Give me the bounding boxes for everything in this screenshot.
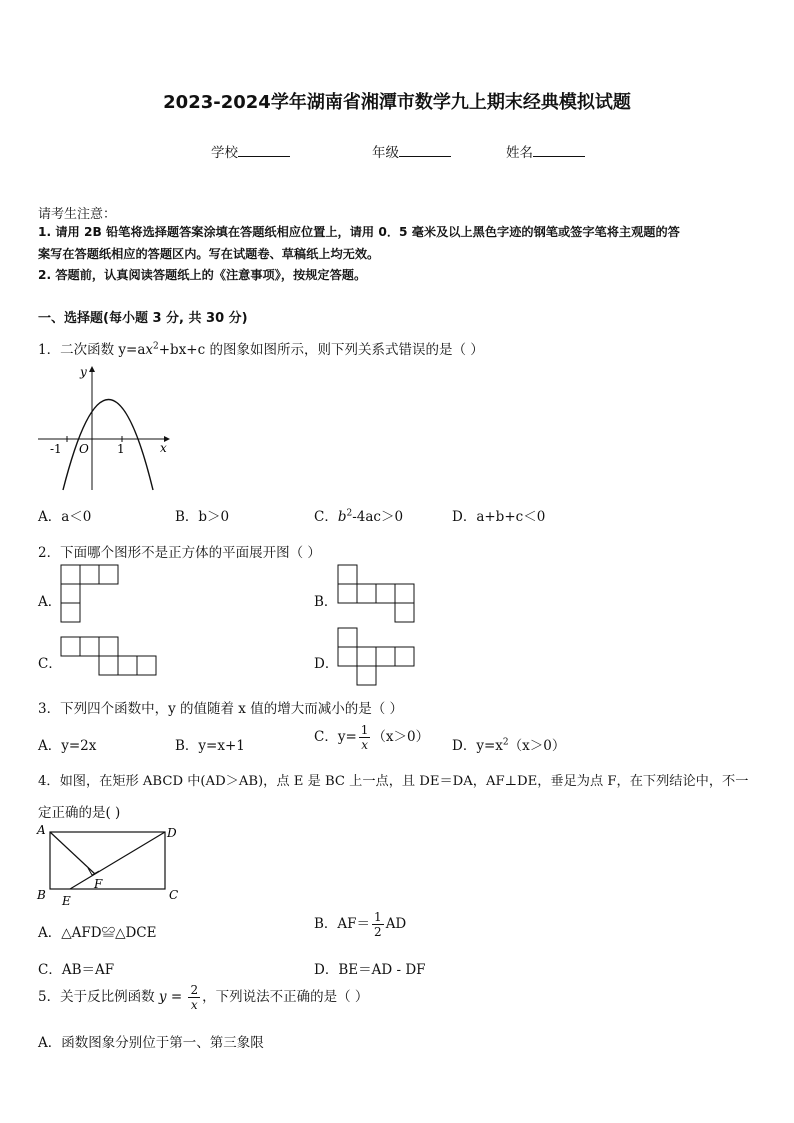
q4-option-d: D．BE＝AD - DF [314, 962, 426, 978]
q5-numerator: 2 [190, 983, 199, 997]
q4-label-a: A [37, 823, 46, 837]
q4-option-c: C．AB＝AF [38, 962, 115, 978]
notice-item1-line2: 案写在答题纸相应的答题区内。写在试题卷、草稿纸上均无效。 [38, 247, 380, 261]
q4-label-f: F [94, 877, 103, 891]
q1-y-arrow [89, 366, 95, 372]
q4-segment-af [50, 832, 95, 874]
q3-option-c-denominator: x [361, 738, 368, 752]
q3-option-c-numerator: 1 [360, 723, 369, 737]
q1-stem-sup: 2 [153, 341, 159, 352]
q3-option-c-pre: C．y= [314, 729, 357, 745]
page-title: 2023-2024学年湖南省湘潭市数学九上期末经典模拟试题 [163, 92, 631, 113]
q4-option-b-numerator: 1 [374, 910, 382, 924]
q3-option-c-post: （x＞0） [372, 729, 430, 745]
q1-option-c-post: -4ac＞0 [352, 509, 404, 525]
q1-option-c-b: b [337, 509, 347, 525]
name-blank [533, 144, 585, 157]
q3-option-d [452, 734, 565, 754]
q4-option-a: A．△AFD≌△DCE [38, 925, 157, 941]
grade-field [372, 141, 451, 161]
q3-stem: 3．下列四个函数中，y 的值随着 x 值的增大而减小的是（ ） [38, 701, 403, 717]
q3-option-d-sup: 2 [502, 737, 509, 748]
q3-option-c-fraction [359, 723, 371, 752]
q1-option-b: B．b＞0 [175, 509, 230, 525]
notice-item2: 2. 答题前，认真阅读答题纸上的《注意事项》，按规定答题。 [38, 268, 367, 282]
q2-net-a [60, 564, 122, 624]
q2-net-b [337, 564, 417, 624]
q2-label-b: B． [314, 594, 338, 610]
school-field [211, 141, 290, 161]
q4-label-e: E [62, 894, 71, 908]
q4-label-b: B [37, 888, 46, 902]
q1-neg-one-label: -1 [50, 442, 62, 456]
q5-stem-pre: 5．关于反比例函数 [38, 989, 159, 1005]
q1-stem-post: +bx+c 的图象如图所示，则下列关系式错误的是（ ） [158, 342, 484, 358]
q4-label-d: D [167, 826, 177, 840]
q1-stem-pre: 1．二次函数 y=a [38, 342, 146, 358]
q5-stem-y: y [158, 989, 167, 1005]
q4-label-c: C [169, 888, 179, 902]
q2-stem: 2．下面哪个图形不是正方体的平面展开图（ ） [38, 545, 321, 561]
q1-y-label: y [80, 365, 87, 379]
q1-origin-label: O [79, 442, 89, 456]
q5-stem [38, 983, 368, 1012]
q1-option-a: A．a＜0 [38, 509, 92, 525]
q3-option-a: A．y=2x [38, 738, 97, 754]
notice-item1-line1: 1. 请用 2B 铅笔将选择题答案涂填在答题纸相应位置上，请用 0．5 毫米及以上黑色字迹的钢笔或签字笔将主观题的答 [38, 225, 680, 239]
school-blank [238, 144, 290, 157]
q4-option-b-denominator: 2 [374, 925, 382, 939]
q4-option-b-fraction [372, 910, 384, 939]
q1-parabola-curve [63, 400, 153, 491]
notice-heading: 请考生注意： [38, 207, 117, 222]
q4-stem-line2: 定正确的是( ) [38, 805, 121, 821]
name-label: 姓名 [506, 145, 533, 161]
q4-option-b [314, 910, 406, 939]
q5-stem-eq: = [166, 989, 187, 1005]
q2-label-d: D． [314, 656, 339, 672]
q1-x-label: x [160, 441, 167, 455]
q1-stem [38, 338, 484, 358]
q2-label-a: A． [38, 594, 62, 610]
q1-option-c-pre: C． [314, 509, 338, 525]
q2-label-c: C． [38, 656, 62, 672]
q4-option-b-pre: B．AF＝ [314, 916, 371, 932]
q1-option-c-sup: 2 [346, 508, 353, 519]
grade-label: 年级 [372, 145, 399, 161]
q2-net-c [60, 636, 160, 678]
q3-option-c [314, 723, 429, 752]
q5-option-a: A．函数图象分别位于第一、第三象限 [38, 1035, 264, 1051]
q4-stem-line1: 4．如图，在矩形 ABCD 中(AD＞AB)，点 E 是 BC 上一点，且 DE＝DA，AF⊥DE，垂足为点 F，在下列结论中，不一 [38, 774, 749, 789]
q5-stem-post: ，下列说法不正确的是（ ） [202, 989, 369, 1005]
q4-segment-de [70, 832, 165, 889]
school-label: 学校 [211, 145, 238, 161]
q1-x-var: x [145, 342, 153, 358]
q4-option-b-post: AD [385, 916, 407, 932]
q1-option-c [314, 505, 403, 525]
q2-net-d [337, 627, 417, 687]
q1-parabola-figure [34, 364, 174, 494]
q1-option-d: D．a+b+c＜0 [452, 509, 546, 525]
q1-one-label: 1 [117, 442, 125, 456]
q3-option-b: B．y=x+1 [175, 738, 245, 754]
q5-denominator: x [190, 998, 198, 1012]
q3-option-d-post: （x＞0） [508, 738, 566, 754]
q5-fraction [188, 983, 200, 1012]
grade-blank [399, 144, 451, 157]
q4-rectangle-figure [34, 822, 184, 908]
q3-option-d-pre: D．y=x [452, 738, 503, 754]
section-title: 一、选择题(每小题 3 分, 共 30 分) [38, 311, 248, 326]
q4-rectangle-abcd [50, 832, 165, 889]
name-field [506, 141, 585, 161]
